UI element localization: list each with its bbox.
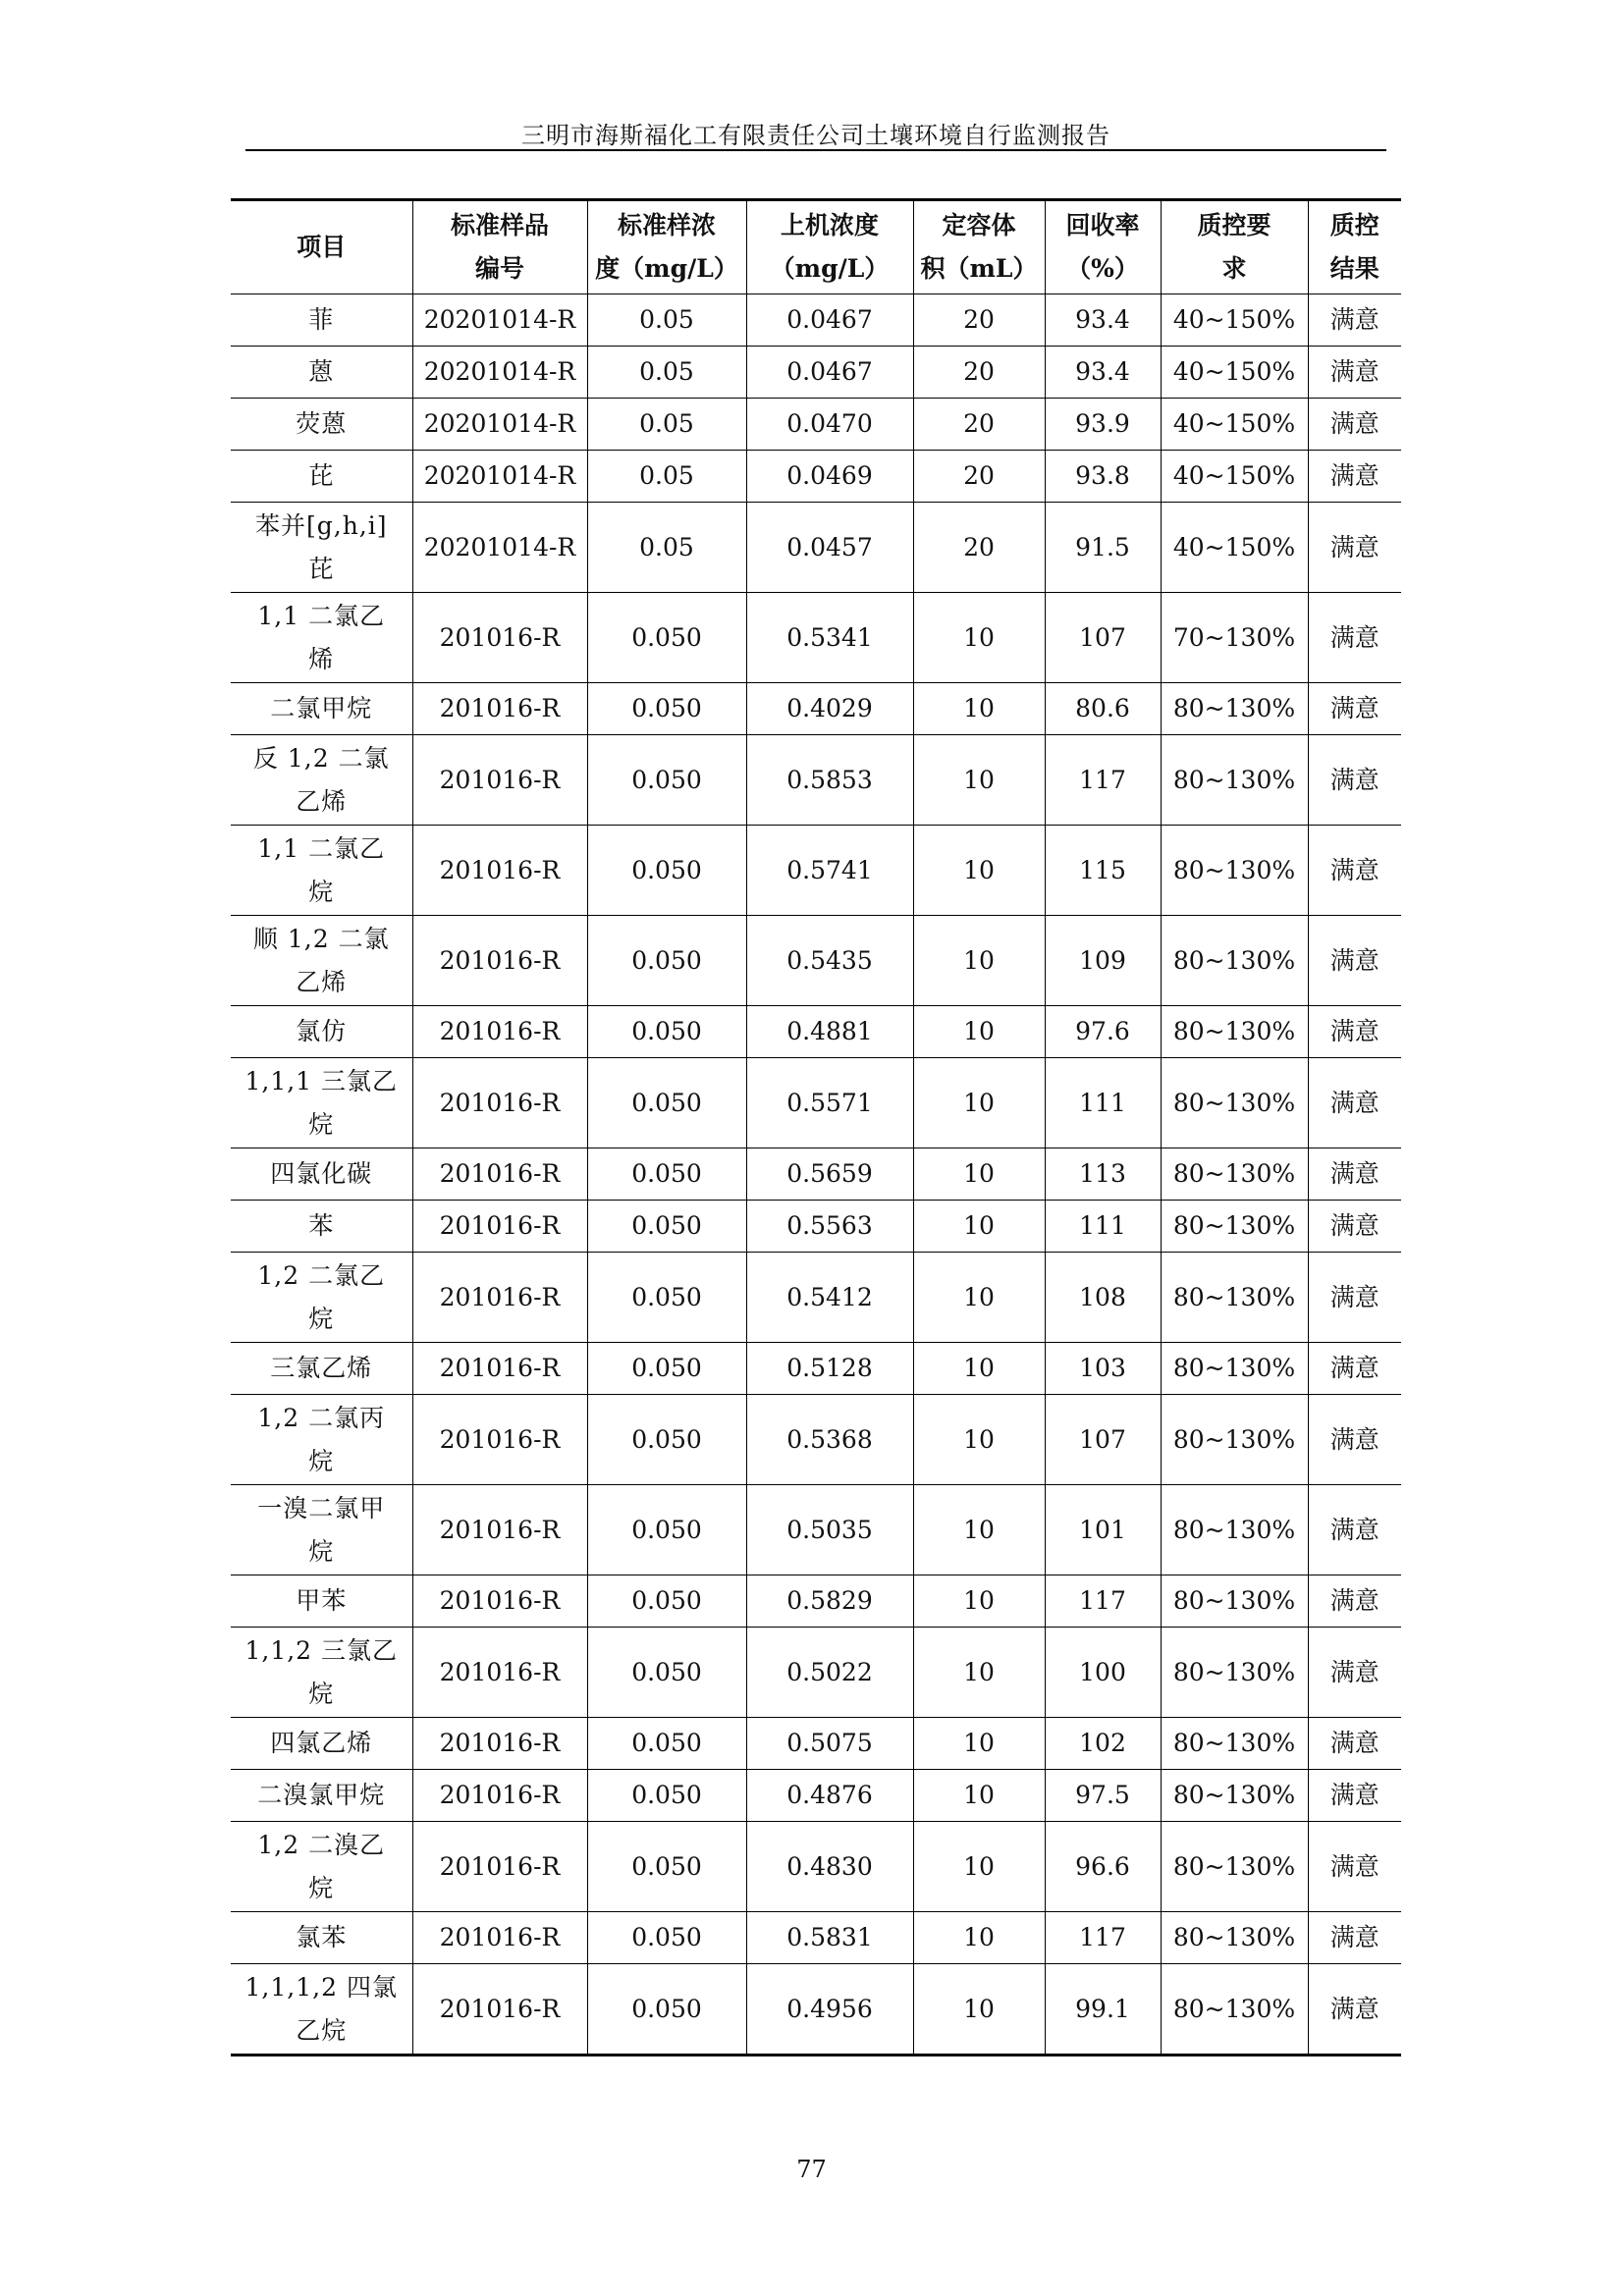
column-header: 上机浓度 （mg/L）: [746, 200, 913, 294]
recovery-cell: 93.4: [1045, 347, 1161, 399]
measured-conc-cell: 0.4881: [746, 1006, 913, 1058]
volume-cell: 10: [913, 593, 1045, 683]
volume-cell: 20: [913, 294, 1045, 347]
result-cell: 满意: [1308, 1485, 1401, 1575]
item-cell: 1,1 二氯乙 烯: [231, 593, 412, 683]
result-cell: 满意: [1308, 1964, 1401, 2056]
volume-cell: 20: [913, 503, 1045, 593]
measured-conc-cell: 0.4830: [746, 1822, 913, 1912]
column-header: 回收率 （%）: [1045, 200, 1161, 294]
result-cell: 满意: [1308, 1770, 1401, 1822]
requirement-cell: 80~130%: [1161, 1964, 1308, 2056]
volume-cell: 10: [913, 1006, 1045, 1058]
requirement-cell: 80~130%: [1161, 826, 1308, 916]
requirement-cell: 80~130%: [1161, 1628, 1308, 1718]
header-divider: [245, 149, 1386, 151]
measured-conc-cell: 0.5035: [746, 1485, 913, 1575]
measured-conc-cell: 0.5341: [746, 593, 913, 683]
item-cell: 氯苯: [231, 1912, 412, 1964]
item-cell: 芘: [231, 451, 412, 503]
table-row: [231, 683, 1401, 735]
std-id-cell: 20201014-R: [412, 503, 587, 593]
table-row: [231, 735, 1401, 826]
measured-conc-cell: 0.4029: [746, 683, 913, 735]
measured-conc-cell: 0.5831: [746, 1912, 913, 1964]
volume-cell: 10: [913, 683, 1045, 735]
table-row: [231, 503, 1401, 593]
table-row: [231, 451, 1401, 503]
measured-conc-cell: 0.5853: [746, 735, 913, 826]
std-conc-cell: 0.050: [587, 683, 746, 735]
report-header-title: 三明市海斯福化工有限责任公司土壤环境自行监测报告: [521, 122, 1110, 149]
measured-conc-cell: 0.5412: [746, 1253, 913, 1343]
column-header: 定容体 积（mL）: [913, 200, 1045, 294]
requirement-cell: 80~130%: [1161, 1822, 1308, 1912]
result-cell: 满意: [1308, 916, 1401, 1006]
result-cell: 满意: [1308, 294, 1401, 347]
std-id-cell: 201016-R: [412, 1343, 587, 1395]
recovery-cell: 107: [1045, 593, 1161, 683]
requirement-cell: 80~130%: [1161, 1201, 1308, 1253]
volume-cell: 10: [913, 1770, 1045, 1822]
result-cell: 满意: [1308, 826, 1401, 916]
std-id-cell: 201016-R: [412, 1912, 587, 1964]
std-id-cell: 201016-R: [412, 1253, 587, 1343]
result-cell: 满意: [1308, 1148, 1401, 1201]
measured-conc-cell: 0.5435: [746, 916, 913, 1006]
result-cell: 满意: [1308, 1253, 1401, 1343]
table-row: [231, 1822, 1401, 1912]
std-conc-cell: 0.05: [587, 399, 746, 451]
volume-cell: 10: [913, 1575, 1045, 1628]
item-cell: 苯: [231, 1201, 412, 1253]
std-id-cell: 201016-R: [412, 735, 587, 826]
result-cell: 满意: [1308, 1058, 1401, 1148]
recovery-cell: 100: [1045, 1628, 1161, 1718]
measured-conc-cell: 0.0470: [746, 399, 913, 451]
table-row: [231, 1628, 1401, 1718]
result-cell: 满意: [1308, 1822, 1401, 1912]
recovery-cell: 117: [1045, 735, 1161, 826]
measured-conc-cell: 0.5368: [746, 1395, 913, 1485]
result-cell: 满意: [1308, 451, 1401, 503]
recovery-cell: 97.5: [1045, 1770, 1161, 1822]
std-conc-cell: 0.05: [587, 451, 746, 503]
recovery-cell: 111: [1045, 1201, 1161, 1253]
requirement-cell: 40~150%: [1161, 347, 1308, 399]
requirement-cell: 80~130%: [1161, 683, 1308, 735]
std-conc-cell: 0.05: [587, 347, 746, 399]
volume-cell: 10: [913, 1485, 1045, 1575]
measured-conc-cell: 0.4876: [746, 1770, 913, 1822]
std-conc-cell: 0.050: [587, 826, 746, 916]
recovery-cell: 102: [1045, 1718, 1161, 1770]
item-cell: 二氯甲烷: [231, 683, 412, 735]
volume-cell: 10: [913, 1253, 1045, 1343]
std-conc-cell: 0.050: [587, 1718, 746, 1770]
requirement-cell: 80~130%: [1161, 1006, 1308, 1058]
std-id-cell: 201016-R: [412, 916, 587, 1006]
table-row: [231, 1770, 1401, 1822]
table-row: [231, 1201, 1401, 1253]
item-cell: 1,2 二氯乙 烷: [231, 1253, 412, 1343]
measured-conc-cell: 0.5741: [746, 826, 913, 916]
std-conc-cell: 0.050: [587, 1006, 746, 1058]
item-cell: 菲: [231, 294, 412, 347]
recovery-cell: 108: [1045, 1253, 1161, 1343]
recovery-cell: 117: [1045, 1575, 1161, 1628]
volume-cell: 10: [913, 916, 1045, 1006]
std-conc-cell: 0.050: [587, 1485, 746, 1575]
requirement-cell: 70~130%: [1161, 593, 1308, 683]
measured-conc-cell: 0.5563: [746, 1201, 913, 1253]
table-row: [231, 347, 1401, 399]
requirement-cell: 80~130%: [1161, 916, 1308, 1006]
std-id-cell: 201016-R: [412, 1628, 587, 1718]
recovery-cell: 113: [1045, 1148, 1161, 1201]
table-row: [231, 1343, 1401, 1395]
requirement-cell: 80~130%: [1161, 1395, 1308, 1485]
volume-cell: 20: [913, 347, 1045, 399]
recovery-cell: 117: [1045, 1912, 1161, 1964]
std-id-cell: 201016-R: [412, 826, 587, 916]
volume-cell: 10: [913, 735, 1045, 826]
result-cell: 满意: [1308, 1912, 1401, 1964]
result-cell: 满意: [1308, 593, 1401, 683]
std-id-cell: 201016-R: [412, 593, 587, 683]
requirement-cell: 80~130%: [1161, 1485, 1308, 1575]
requirement-cell: 80~130%: [1161, 1770, 1308, 1822]
item-cell: 顺 1,2 二氯 乙烯: [231, 916, 412, 1006]
page-number: 77: [796, 2156, 827, 2183]
column-header: 质控要 求: [1161, 200, 1308, 294]
std-conc-cell: 0.050: [587, 1964, 746, 2056]
std-conc-cell: 0.050: [587, 735, 746, 826]
table-row: [231, 1395, 1401, 1485]
requirement-cell: 80~130%: [1161, 1253, 1308, 1343]
table-row: [231, 1718, 1401, 1770]
measured-conc-cell: 0.5128: [746, 1343, 913, 1395]
std-conc-cell: 0.050: [587, 1253, 746, 1343]
table-row: [231, 1912, 1401, 1964]
result-cell: 满意: [1308, 399, 1401, 451]
column-header: 项目: [231, 200, 412, 294]
recovery-cell: 93.4: [1045, 294, 1161, 347]
item-cell: 1,1,1 三氯乙 烷: [231, 1058, 412, 1148]
measured-conc-cell: 0.5022: [746, 1628, 913, 1718]
std-id-cell: 201016-R: [412, 1822, 587, 1912]
std-id-cell: 201016-R: [412, 1201, 587, 1253]
volume-cell: 10: [913, 1201, 1045, 1253]
result-cell: 满意: [1308, 735, 1401, 826]
requirement-cell: 40~150%: [1161, 399, 1308, 451]
std-conc-cell: 0.050: [587, 1201, 746, 1253]
volume-cell: 10: [913, 1628, 1045, 1718]
result-cell: 满意: [1308, 1575, 1401, 1628]
recovery-cell: 107: [1045, 1395, 1161, 1485]
item-cell: 甲苯: [231, 1575, 412, 1628]
item-cell: 1,1,1,2 四氯 乙烷: [231, 1964, 412, 2056]
measured-conc-cell: 0.4956: [746, 1964, 913, 2056]
item-cell: 二溴氯甲烷: [231, 1770, 412, 1822]
recovery-cell: 103: [1045, 1343, 1161, 1395]
requirement-cell: 40~150%: [1161, 503, 1308, 593]
qc-recovery-table: [231, 198, 1401, 2056]
table-row: [231, 294, 1401, 347]
column-header: 质控 结果: [1308, 200, 1401, 294]
recovery-cell: 99.1: [1045, 1964, 1161, 2056]
volume-cell: 20: [913, 451, 1045, 503]
measured-conc-cell: 0.5829: [746, 1575, 913, 1628]
table-body: [231, 294, 1401, 2056]
recovery-cell: 109: [1045, 916, 1161, 1006]
column-header: 标准样品 编号: [412, 200, 587, 294]
volume-cell: 10: [913, 1718, 1045, 1770]
table-row: [231, 1058, 1401, 1148]
result-cell: 满意: [1308, 1718, 1401, 1770]
std-id-cell: 20201014-R: [412, 294, 587, 347]
volume-cell: 10: [913, 1148, 1045, 1201]
std-id-cell: 20201014-R: [412, 399, 587, 451]
std-id-cell: 201016-R: [412, 1006, 587, 1058]
requirement-cell: 80~130%: [1161, 1343, 1308, 1395]
item-cell: 蒽: [231, 347, 412, 399]
table-row: [231, 593, 1401, 683]
result-cell: 满意: [1308, 503, 1401, 593]
column-header: 标准样浓 度（mg/L）: [587, 200, 746, 294]
std-id-cell: 201016-R: [412, 1964, 587, 2056]
std-id-cell: 20201014-R: [412, 347, 587, 399]
volume-cell: 10: [913, 1912, 1045, 1964]
table-row: [231, 916, 1401, 1006]
std-conc-cell: 0.050: [587, 1058, 746, 1148]
volume-cell: 10: [913, 1964, 1045, 2056]
result-cell: 满意: [1308, 1006, 1401, 1058]
std-conc-cell: 0.050: [587, 916, 746, 1006]
recovery-cell: 91.5: [1045, 503, 1161, 593]
result-cell: 满意: [1308, 347, 1401, 399]
item-cell: 氯仿: [231, 1006, 412, 1058]
std-id-cell: 201016-R: [412, 1770, 587, 1822]
std-conc-cell: 0.050: [587, 1343, 746, 1395]
volume-cell: 20: [913, 399, 1045, 451]
requirement-cell: 40~150%: [1161, 451, 1308, 503]
recovery-cell: 97.6: [1045, 1006, 1161, 1058]
std-id-cell: 201016-R: [412, 683, 587, 735]
recovery-cell: 111: [1045, 1058, 1161, 1148]
requirement-cell: 80~130%: [1161, 735, 1308, 826]
measured-conc-cell: 0.0467: [746, 347, 913, 399]
result-cell: 满意: [1308, 683, 1401, 735]
std-conc-cell: 0.050: [587, 1148, 746, 1201]
table-row: [231, 399, 1401, 451]
item-cell: 反 1,2 二氯 乙烯: [231, 735, 412, 826]
std-id-cell: 201016-R: [412, 1718, 587, 1770]
requirement-cell: 80~130%: [1161, 1058, 1308, 1148]
table-row: [231, 1575, 1401, 1628]
volume-cell: 10: [913, 1822, 1045, 1912]
requirement-cell: 80~130%: [1161, 1148, 1308, 1201]
requirement-cell: 40~150%: [1161, 294, 1308, 347]
volume-cell: 10: [913, 1058, 1045, 1148]
requirement-cell: 80~130%: [1161, 1718, 1308, 1770]
recovery-cell: 96.6: [1045, 1822, 1161, 1912]
measured-conc-cell: 0.0457: [746, 503, 913, 593]
std-conc-cell: 0.050: [587, 1628, 746, 1718]
recovery-cell: 93.9: [1045, 399, 1161, 451]
item-cell: 四氯乙烯: [231, 1718, 412, 1770]
table-row: [231, 1148, 1401, 1201]
table-row: [231, 826, 1401, 916]
result-cell: 满意: [1308, 1628, 1401, 1718]
std-conc-cell: 0.05: [587, 294, 746, 347]
item-cell: 荧蒽: [231, 399, 412, 451]
std-id-cell: 201016-R: [412, 1058, 587, 1148]
item-cell: 1,1,2 三氯乙 烷: [231, 1628, 412, 1718]
std-conc-cell: 0.050: [587, 1575, 746, 1628]
result-cell: 满意: [1308, 1395, 1401, 1485]
std-conc-cell: 0.050: [587, 593, 746, 683]
measured-conc-cell: 0.0467: [746, 294, 913, 347]
std-id-cell: 201016-R: [412, 1485, 587, 1575]
table-row: [231, 1485, 1401, 1575]
item-cell: 一溴二氯甲 烷: [231, 1485, 412, 1575]
recovery-cell: 80.6: [1045, 683, 1161, 735]
measured-conc-cell: 0.0469: [746, 451, 913, 503]
table-row: [231, 1006, 1401, 1058]
std-conc-cell: 0.050: [587, 1770, 746, 1822]
table-row: [231, 1964, 1401, 2056]
volume-cell: 10: [913, 826, 1045, 916]
table-row: [231, 1253, 1401, 1343]
item-cell: 四氯化碳: [231, 1148, 412, 1201]
table-header-row: [231, 200, 1401, 294]
item-cell: 1,1 二氯乙 烷: [231, 826, 412, 916]
requirement-cell: 80~130%: [1161, 1912, 1308, 1964]
std-id-cell: 201016-R: [412, 1575, 587, 1628]
recovery-cell: 101: [1045, 1485, 1161, 1575]
result-cell: 满意: [1308, 1343, 1401, 1395]
std-id-cell: 20201014-R: [412, 451, 587, 503]
std-conc-cell: 0.050: [587, 1822, 746, 1912]
std-id-cell: 201016-R: [412, 1148, 587, 1201]
measured-conc-cell: 0.5075: [746, 1718, 913, 1770]
result-cell: 满意: [1308, 1201, 1401, 1253]
item-cell: 三氯乙烯: [231, 1343, 412, 1395]
measured-conc-cell: 0.5659: [746, 1148, 913, 1201]
std-conc-cell: 0.050: [587, 1395, 746, 1485]
std-conc-cell: 0.05: [587, 503, 746, 593]
requirement-cell: 80~130%: [1161, 1575, 1308, 1628]
volume-cell: 10: [913, 1395, 1045, 1485]
item-cell: 苯并[g,h,i] 芘: [231, 503, 412, 593]
recovery-cell: 115: [1045, 826, 1161, 916]
std-id-cell: 201016-R: [412, 1395, 587, 1485]
measured-conc-cell: 0.5571: [746, 1058, 913, 1148]
std-conc-cell: 0.050: [587, 1912, 746, 1964]
volume-cell: 10: [913, 1343, 1045, 1395]
item-cell: 1,2 二溴乙 烷: [231, 1822, 412, 1912]
item-cell: 1,2 二氯丙 烷: [231, 1395, 412, 1485]
recovery-cell: 93.8: [1045, 451, 1161, 503]
